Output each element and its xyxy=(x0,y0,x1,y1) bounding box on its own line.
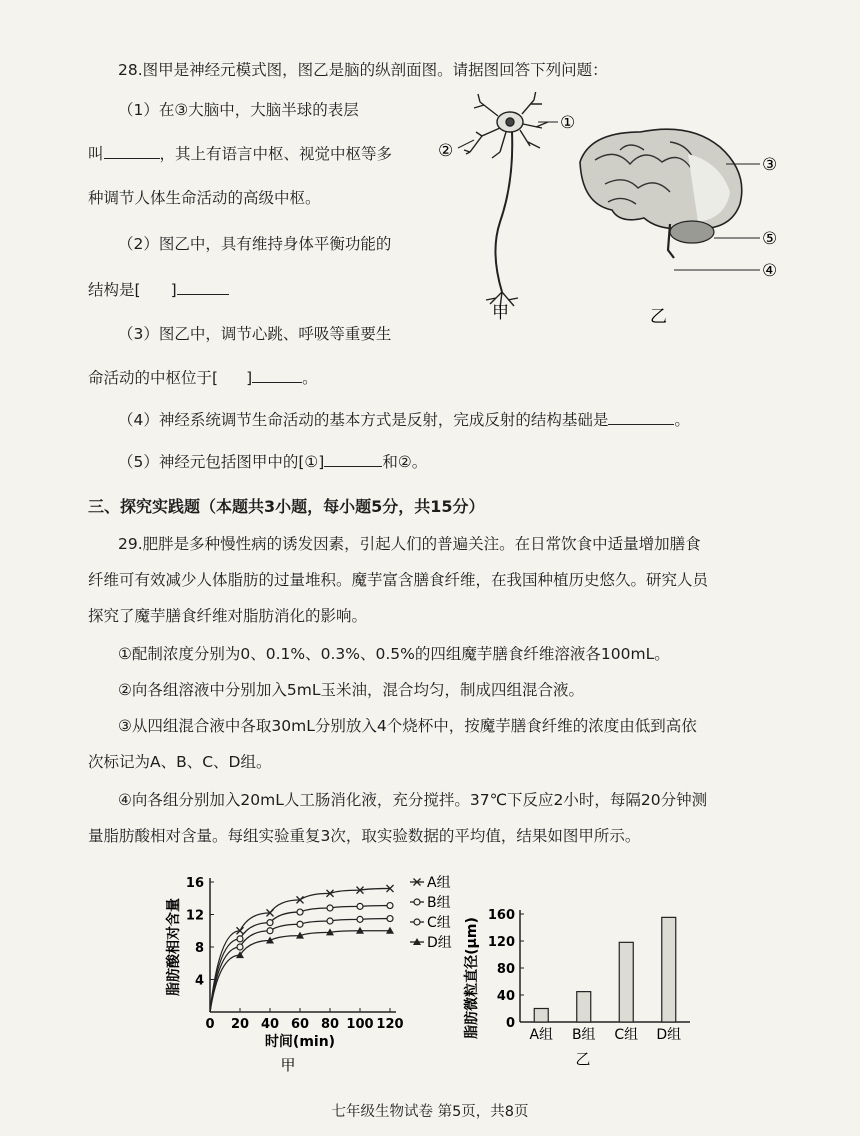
line-point-2 xyxy=(237,936,243,942)
answer-blank-4[interactable] xyxy=(608,410,674,425)
q29-step3-line2: 次标记为A、B、C、D组。 xyxy=(88,753,272,771)
page-footer: 七年级生物试卷 第5页，共8页 xyxy=(331,1104,529,1120)
bar-category-label: C组 xyxy=(614,1027,639,1043)
neuron-figure xyxy=(464,92,548,308)
q29-charts xyxy=(160,862,720,1082)
answer-blank-5[interactable] xyxy=(324,452,382,467)
line-series-4 xyxy=(210,931,390,1012)
line-point-3 xyxy=(237,944,243,950)
legend-label-3: C组 xyxy=(427,915,451,931)
line-chart-x-tick-label: 100 xyxy=(346,1017,374,1032)
q28-p2-line1: （2）图乙中，具有维持身体平衡功能的 xyxy=(118,235,392,253)
brain-figure xyxy=(580,129,742,258)
q29-line1: 29.肥胖是多种慢性病的诱发因素，引起人们的普遍关注。在日常饮食中适量增加膳食 xyxy=(118,535,701,553)
q28-figures xyxy=(430,92,830,332)
line-chart-x-tick-label: 120 xyxy=(376,1017,404,1032)
q29-step1: ①配制浓度分别为0、0.1%、0.3%、0.5%的四组魔芋膳食纤维溶液各100mL。 xyxy=(118,645,670,663)
line-point-2 xyxy=(267,920,273,926)
q28-p1-line1: （1）在③大脑中，大脑半球的表层 xyxy=(118,101,359,119)
marker-5: ⑤ xyxy=(762,229,778,249)
bar-3 xyxy=(619,942,633,1022)
line-point-3 xyxy=(327,918,333,924)
bar-category-label: B组 xyxy=(571,1027,596,1043)
bar-chart-y-tick-label: 0 xyxy=(505,1016,515,1031)
q29-step4-line1: ④向各组分别加入20mL人工肠消化液，充分搅拌。37℃下反应2小时，每隔20分钟测 xyxy=(118,791,708,809)
q28-p2-pre: 结构是[ xyxy=(88,281,141,299)
legend-marker-2 xyxy=(414,899,420,905)
q28-p2-mid: ] xyxy=(170,281,177,299)
q28-p5-post: 和②。 xyxy=(382,453,428,471)
q28-p1-line2 xyxy=(88,142,392,164)
q28-p5 xyxy=(118,450,427,472)
line-chart-x-tick-label: 80 xyxy=(320,1017,340,1032)
bar-category-label: D组 xyxy=(656,1027,682,1043)
q28-p3-line2 xyxy=(88,366,318,388)
marker-2: ② xyxy=(438,141,454,161)
line-chart-y-tick-label: 16 xyxy=(185,876,204,891)
q28-p3-line1: （3）图乙中，调节心跳、呼吸等重要生 xyxy=(118,325,392,343)
figure-label-left: 甲 xyxy=(492,303,509,323)
line-point-2 xyxy=(297,909,303,915)
q28-p1-pre: 叫 xyxy=(88,145,104,163)
answer-blank-3[interactable] xyxy=(252,368,302,383)
q29-line3: 探究了魔芋膳食纤维对脂肪消化的影响。 xyxy=(88,607,368,625)
bar-chart-y-tick-label: 120 xyxy=(487,935,515,950)
bar-chart-caption: 乙 xyxy=(575,1050,591,1068)
marker-4: ④ xyxy=(762,261,778,281)
q29-step4-line2: 量脂肪酸相对含量。每组实验重复3次，取实验数据的平均值，结果如图甲所示。 xyxy=(88,827,641,845)
marker-1: ① xyxy=(560,113,576,133)
q28-p3-mid: ] xyxy=(246,369,253,387)
line-chart-y-tick-label: 4 xyxy=(194,973,204,989)
line-chart-x-tick-label: 0 xyxy=(205,1017,215,1032)
bar-chart-y-tick-label: 80 xyxy=(496,962,515,977)
line-point-2 xyxy=(357,903,363,909)
line-point-3 xyxy=(387,916,393,922)
marker-3: ③ xyxy=(762,155,778,175)
legend-marker-3 xyxy=(414,919,420,925)
q28-p5-pre: （5）神经元包括图甲中的[①] xyxy=(118,453,325,471)
line-point-2 xyxy=(327,905,333,911)
line-chart-y-label: 脂肪酸相对含量 xyxy=(166,898,182,996)
q28-p1-line3: 种调节人体生命活动的高级中枢。 xyxy=(88,189,321,207)
q28-p1-post: ，其上有语言中枢、视觉中枢等多 xyxy=(159,145,393,163)
line-chart-x-tick-label: 60 xyxy=(290,1017,310,1032)
legend-label-4: D组 xyxy=(427,935,452,951)
q28-p4-post: 。 xyxy=(674,411,690,429)
figure-label-right: 乙 xyxy=(650,307,667,327)
q29-step2: ②向各组溶液中分别加入5mL玉米油，混合均匀，制成四组混合液。 xyxy=(118,681,584,699)
line-chart-caption: 甲 xyxy=(280,1056,296,1074)
line-chart-y-tick-label: 8 xyxy=(194,941,204,956)
q28-p4 xyxy=(118,408,690,430)
line-chart-y-tick-label: 12 xyxy=(185,908,204,924)
q28-p2-line2 xyxy=(88,278,229,300)
bar-chart-y-tick-label: 160 xyxy=(487,908,515,923)
bar-category-label: A组 xyxy=(529,1027,554,1043)
line-point-2 xyxy=(387,903,393,909)
answer-blank-1[interactable] xyxy=(104,144,160,159)
q28-p3-post: 。 xyxy=(302,369,318,387)
line-chart-x-tick-label: 20 xyxy=(230,1017,250,1032)
legend-label-1: A组 xyxy=(427,875,451,891)
q29-step3-line1: ③从四组混合液中各取30mL分别放入4个烧杯中，按魔芋膳食纤维的浓度由低到高依 xyxy=(118,717,697,735)
bar-2 xyxy=(577,992,591,1022)
line-point-3 xyxy=(297,921,303,927)
bar-chart-y-tick-label: 40 xyxy=(496,989,515,1004)
q28-p3-pre: 命活动的中枢位于[ xyxy=(88,369,219,387)
line-chart-x-tick-label: 40 xyxy=(260,1017,280,1032)
q29-line2: 纤维可有效减少人体脂肪的过量堆积。魔芋富含膳食纤维，在我国种植历史悠久。研究人员 xyxy=(88,571,709,589)
q28-p4-pre: （4）神经系统调节生命活动的基本方式是反射，完成反射的结构基础是 xyxy=(118,411,609,429)
bar-1 xyxy=(534,1009,548,1023)
legend-label-2: B组 xyxy=(427,895,451,911)
answer-blank-2[interactable] xyxy=(177,280,229,295)
bar-chart-y-label: 脂肪微粒直径(μm) xyxy=(464,917,480,1039)
bar-4 xyxy=(662,917,676,1022)
line-chart-x-label: 时间(min) xyxy=(264,1034,336,1050)
line-point-3 xyxy=(267,928,273,934)
line-point-3 xyxy=(357,916,363,922)
marker-line-2 xyxy=(458,140,474,148)
q28-stem: 28.图甲是神经元模式图，图乙是脑的纵剖面图。请据图回答下列问题： xyxy=(118,61,608,79)
section-3-heading: 三、探究实践题（本题共3小题，每小题5分，共15分） xyxy=(88,497,485,516)
